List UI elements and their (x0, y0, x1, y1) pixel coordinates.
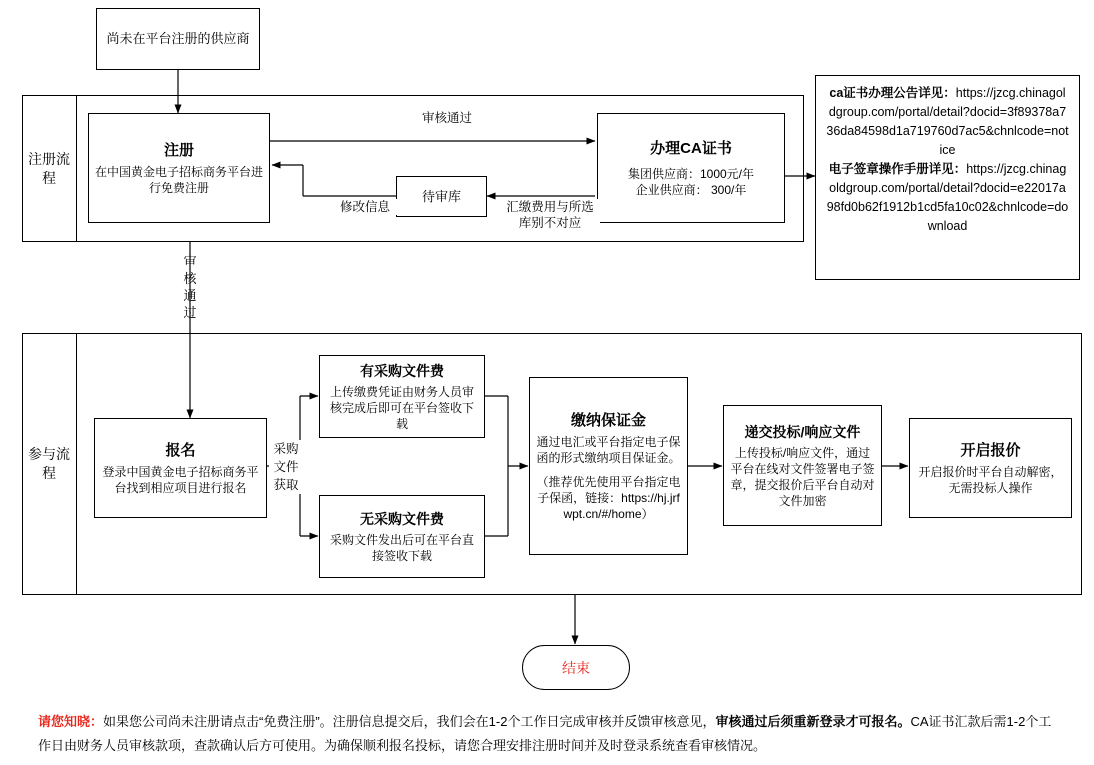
node-pay-deposit-desc2: （推荐优先使用平台指定电子保函，链接：https://hj.jrfwpt.cn/#/home） (536, 474, 681, 521)
node-unregistered-supplier-title: 尚未在平台注册的供应商 (106, 31, 250, 46)
edge-label-fee-mismatch-text: 汇缴费用与所选库别不对应 (506, 200, 594, 230)
note-esign-manual-url: https://jzcg.chinagoldgroup.com/portal/detail?docid=e22017a98fd0b62f1912b1cd5fa10c02&chnlcode=download (826, 162, 1069, 233)
node-end-label: 结束 (562, 659, 590, 676)
node-submit-bid-desc: 上传投标/响应文件，通过平台在线对文件签署电子签章，提交报价后平台自动对文件加密 (730, 446, 875, 508)
note-ca-links (815, 75, 1080, 280)
node-ca-certificate-group-fee: 集团供应商：1000元/年 (627, 166, 755, 181)
group-register-flow-label (22, 95, 77, 242)
edge-label-approved-vertical (182, 253, 198, 321)
node-open-quotation-title: 开启报价 (960, 441, 1021, 459)
footer-note (38, 710, 1058, 758)
node-pay-deposit-desc: 通过电汇或平台指定电子保函的形式缴纳项目保证金。 (536, 434, 681, 465)
node-submit-bid-title: 递交投标/响应文件 (744, 424, 861, 440)
node-no-purchase-fee-title: 无采购文件费 (360, 511, 444, 527)
node-ca-certificate (597, 113, 785, 223)
edge-label-approved (405, 110, 489, 126)
edge-label-doc-fetch (269, 440, 303, 494)
edge-label-approved-vertical-c2: 核 (183, 271, 197, 286)
footer-note-text2: CA证书汇款后需1-2个工作日由财务人员审核款项，查款确认后方可使用。为确保顺利报名投标，请您合理安排注册时间并及时登录系统查看审核情况。 (38, 714, 1052, 753)
footer-note-bold: 审核通过后须重新登录才可报名。 (715, 714, 911, 729)
edge-label-doc-fetch-text: 采购文件获取 (273, 442, 299, 492)
node-signup (94, 418, 267, 518)
note-ca-announcement-label: ca证书办理公告详见： (829, 86, 956, 100)
edge-label-modify-info-text: 修改信息 (339, 200, 390, 214)
node-pay-deposit-title: 缴纳保证金 (570, 411, 646, 429)
node-ca-certificate-title: 办理CA证书 (650, 139, 732, 157)
footer-note-text: 如果您公司尚未注册请点击“免费注册”。注册信息提交后，我们会在1-2个工作日完成审核并反馈审核意见， (103, 714, 716, 729)
node-with-purchase-fee (319, 355, 485, 438)
node-no-purchase-fee (319, 495, 485, 578)
group-register-flow-label-text: 注册流程 (28, 150, 70, 186)
node-end (522, 645, 630, 690)
edge-label-modify-info (328, 199, 402, 215)
node-ca-certificate-enterprise-fee: 企业供应商： 300/年 (635, 182, 747, 197)
note-ca-announcement-url: https://jzcg.chinagoldgroup.com/portal/detail?docid=3f89378a736da84598d1a719760d7ac5&chnlcode=notice (826, 86, 1069, 157)
edge-label-approved-vertical-c3: 通 (183, 288, 197, 303)
node-register (88, 113, 270, 223)
group-participate-flow-label-text: 参与流程 (28, 446, 70, 481)
footer-note-prefix: 请您知晓： (38, 714, 104, 729)
node-open-quotation (909, 418, 1072, 518)
node-with-purchase-fee-title: 有采购文件费 (360, 363, 444, 379)
note-esign-manual-label: 电子签章操作手册详见： (828, 162, 967, 176)
edge-label-approved-vertical-c4: 过 (183, 305, 197, 320)
node-signup-title: 报名 (165, 441, 196, 459)
node-register-desc: 在中国黄金电子招标商务平台进行免费注册 (95, 164, 264, 195)
edge-label-fee-mismatch (500, 199, 600, 231)
node-submit-bid (723, 405, 882, 526)
node-pending-review-title: 待审库 (421, 188, 461, 204)
edge-label-approved-vertical-c1: 审 (183, 254, 197, 269)
node-no-purchase-fee-desc: 采购文件发出后可在平台直接签收下载 (329, 533, 474, 563)
node-open-quotation-desc: 开启报价时平台自动解密，无需投标人操作 (918, 464, 1063, 495)
node-pay-deposit (529, 377, 688, 555)
node-register-title: 注册 (163, 141, 194, 159)
node-unregistered-supplier (96, 8, 260, 70)
node-pending-review (396, 176, 487, 217)
group-participate-flow-label (22, 333, 77, 595)
node-with-purchase-fee-desc: 上传缴费凭证由财务人员审核完成后即可在平台签收下载 (329, 385, 474, 431)
edge-label-approved-text: 审核通过 (421, 111, 472, 125)
node-signup-desc: 登录中国黄金电子招标商务平台找到相应项目进行报名 (102, 464, 259, 495)
